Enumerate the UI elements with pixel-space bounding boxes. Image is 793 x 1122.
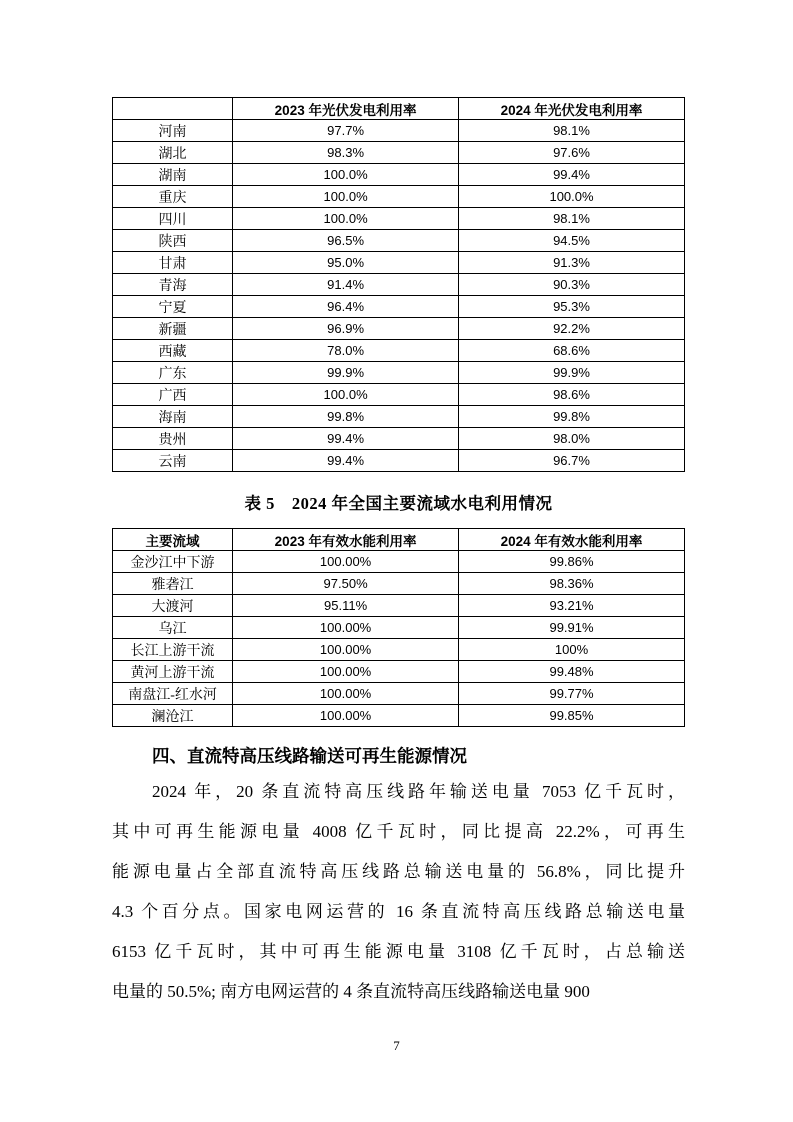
table-row [113, 384, 685, 406]
row-label: 贵州 [113, 428, 233, 450]
hydro-table-head [113, 529, 685, 551]
value-cell: 100.00% [233, 617, 459, 639]
value-cell: 96.9% [233, 318, 459, 340]
section-4-heading: 四、直流特高压线路输送可再生能源情况 [152, 746, 467, 766]
paragraph-line: 2024 年，20 条直流特高压线路年输送电量 7053 亿千瓦时， [152, 782, 685, 801]
value-cell: 94.5% [459, 230, 685, 252]
row-label: 广东 [113, 362, 233, 384]
table-row [113, 142, 685, 164]
column-header: 2023 年光伏发电利用率 [233, 98, 459, 120]
value-cell: 90.3% [459, 274, 685, 296]
paragraph-line: 其中可再生能源电量 4008 亿千瓦时，同比提高 22.2%，可再生 [112, 822, 685, 841]
row-label: 新疆 [113, 318, 233, 340]
value-cell: 99.48% [459, 661, 685, 683]
row-label: 湖北 [113, 142, 233, 164]
table-row [113, 406, 685, 428]
paragraph-line: 能源电量占全部直流特高压线路总输送电量的 56.8%，同比提升 [112, 862, 685, 881]
row-label: 重庆 [113, 186, 233, 208]
value-cell: 95.3% [459, 296, 685, 318]
table-row [113, 296, 685, 318]
table-row [113, 661, 685, 683]
table-row [113, 362, 685, 384]
row-label: 长江上游干流 [113, 639, 233, 661]
value-cell: 99.85% [459, 705, 685, 727]
table-row [113, 428, 685, 450]
row-label: 湖南 [113, 164, 233, 186]
table-row [113, 208, 685, 230]
hydro-table-body [113, 551, 685, 727]
value-cell: 100.00% [233, 551, 459, 573]
value-cell: 99.77% [459, 683, 685, 705]
table-row [113, 683, 685, 705]
value-cell: 99.9% [233, 362, 459, 384]
value-cell: 96.4% [233, 296, 459, 318]
hydro-utilization-table [112, 528, 685, 727]
table-row [113, 617, 685, 639]
column-header [113, 98, 233, 120]
section-4-paragraph [112, 772, 685, 1012]
value-cell: 93.21% [459, 595, 685, 617]
column-header: 2023 年有效水能利用率 [233, 529, 459, 551]
value-cell: 100.00% [233, 639, 459, 661]
value-cell: 100.0% [233, 208, 459, 230]
table5-caption: 表 5 2024 年全国主要流域水电利用情况 [244, 494, 553, 513]
header-row [113, 529, 685, 551]
table-row [113, 318, 685, 340]
table-row [113, 252, 685, 274]
row-label: 四川 [113, 208, 233, 230]
value-cell: 78.0% [233, 340, 459, 362]
value-cell: 100.0% [233, 164, 459, 186]
row-label: 青海 [113, 274, 233, 296]
table-row [113, 573, 685, 595]
value-cell: 92.2% [459, 318, 685, 340]
value-cell: 98.3% [233, 142, 459, 164]
row-label: 广西 [113, 384, 233, 406]
pv-table-head [113, 98, 685, 120]
value-cell: 99.4% [459, 164, 685, 186]
table-row [113, 164, 685, 186]
row-label: 乌江 [113, 617, 233, 639]
value-cell: 95.0% [233, 252, 459, 274]
value-cell: 91.4% [233, 274, 459, 296]
value-cell: 98.1% [459, 208, 685, 230]
row-label: 大渡河 [113, 595, 233, 617]
row-label: 澜沧江 [113, 705, 233, 727]
value-cell: 100.0% [233, 384, 459, 406]
pv-utilization-table [112, 97, 685, 472]
row-label: 云南 [113, 450, 233, 472]
row-label: 河南 [113, 120, 233, 142]
value-cell: 99.9% [459, 362, 685, 384]
row-label: 西藏 [113, 340, 233, 362]
row-label: 南盘江-红水河 [113, 683, 233, 705]
row-label: 金沙江中下游 [113, 551, 233, 573]
value-cell: 100.0% [233, 186, 459, 208]
header-row [113, 98, 685, 120]
value-cell: 99.8% [233, 406, 459, 428]
value-cell: 91.3% [459, 252, 685, 274]
value-cell: 100% [459, 639, 685, 661]
value-cell: 99.8% [459, 406, 685, 428]
paragraph-line: 4.3 个百分点。国家电网运营的 16 条直流特高压线路总输送电量 [112, 902, 685, 921]
value-cell: 96.5% [233, 230, 459, 252]
row-label: 陕西 [113, 230, 233, 252]
value-cell: 97.7% [233, 120, 459, 142]
table-row [113, 340, 685, 362]
table-row [113, 120, 685, 142]
column-header: 2024 年光伏发电利用率 [459, 98, 685, 120]
value-cell: 98.36% [459, 573, 685, 595]
row-label: 雅砻江 [113, 573, 233, 595]
value-cell: 100.0% [459, 186, 685, 208]
value-cell: 99.4% [233, 450, 459, 472]
value-cell: 98.6% [459, 384, 685, 406]
value-cell: 100.00% [233, 683, 459, 705]
value-cell: 99.86% [459, 551, 685, 573]
table-row [113, 595, 685, 617]
value-cell: 100.00% [233, 661, 459, 683]
value-cell: 95.11% [233, 595, 459, 617]
table-row [113, 705, 685, 727]
table-row [113, 186, 685, 208]
paragraph-line: 电量的 50.5%; 南方电网运营的 4 条直流特高压线路输送电量 900 [112, 982, 590, 1001]
value-cell: 98.1% [459, 120, 685, 142]
row-label: 宁夏 [113, 296, 233, 318]
page-number: 7 [393, 1038, 400, 1053]
value-cell: 96.7% [459, 450, 685, 472]
row-label: 海南 [113, 406, 233, 428]
pv-table-body [113, 120, 685, 472]
value-cell: 99.91% [459, 617, 685, 639]
table-row [113, 639, 685, 661]
table-row [113, 551, 685, 573]
value-cell: 100.00% [233, 705, 459, 727]
table-row [113, 450, 685, 472]
table-row [113, 230, 685, 252]
value-cell: 99.4% [233, 428, 459, 450]
column-header: 2024 年有效水能利用率 [459, 529, 685, 551]
column-header: 主要流域 [113, 529, 233, 551]
value-cell: 68.6% [459, 340, 685, 362]
row-label: 黄河上游干流 [113, 661, 233, 683]
paragraph-line: 6153 亿千瓦时，其中可再生能源电量 3108 亿千瓦时，占总输送 [112, 942, 685, 961]
value-cell: 97.6% [459, 142, 685, 164]
value-cell: 97.50% [233, 573, 459, 595]
row-label: 甘肃 [113, 252, 233, 274]
table-row [113, 274, 685, 296]
value-cell: 98.0% [459, 428, 685, 450]
